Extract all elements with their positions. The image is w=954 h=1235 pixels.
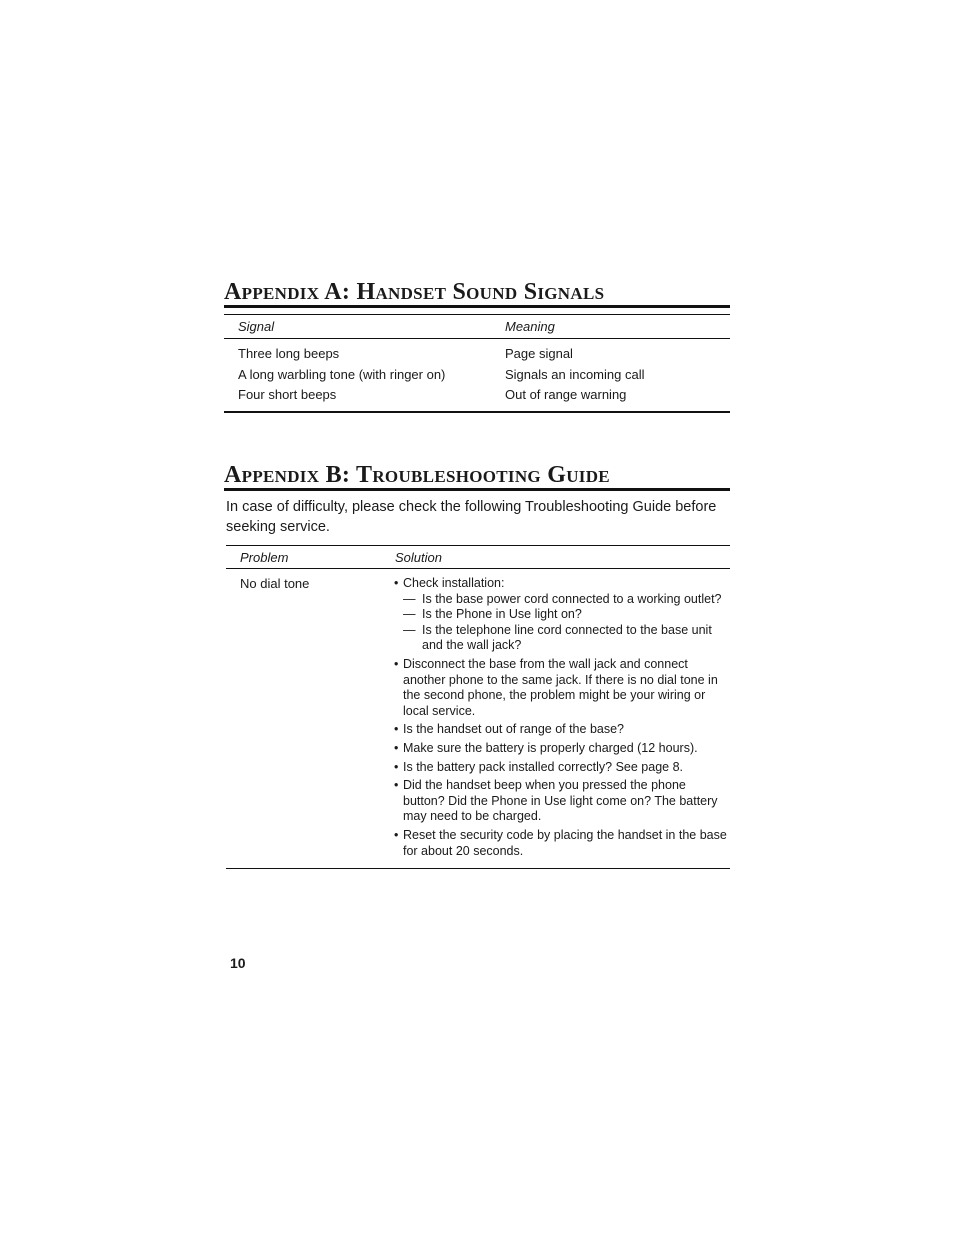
signals-table-body bbox=[224, 339, 730, 411]
troubleshooting-table bbox=[226, 545, 730, 869]
table-row bbox=[224, 365, 730, 386]
signal-column-header: Signal bbox=[238, 319, 275, 334]
solution-column-header: Solution bbox=[395, 550, 442, 565]
solution-subitem bbox=[403, 607, 730, 623]
troubleshooting-table-header bbox=[226, 546, 730, 569]
subitem-text: Is the telephone line cord connected to the base unit and the wall jack? bbox=[422, 622, 712, 653]
bullet-icon: • bbox=[394, 740, 399, 755]
solution-item bbox=[392, 778, 730, 825]
troubleshooting-intro: In case of difficulty, please check the following Troubleshooting Guide before seeking service. bbox=[226, 499, 717, 535]
solution-item bbox=[392, 760, 730, 776]
solution-subitem bbox=[403, 623, 730, 654]
signal-cell: A long warbling tone (with ringer on) bbox=[238, 366, 446, 382]
solution-cell bbox=[392, 576, 730, 859]
bullet-icon: • bbox=[394, 778, 399, 793]
appendix-a-heading: Appendix A: Handset Sound Signals bbox=[224, 280, 730, 308]
signals-table-header bbox=[224, 315, 730, 339]
table-row bbox=[224, 344, 730, 365]
solution-text: Make sure the battery is properly charged (12 hours). bbox=[403, 740, 698, 755]
troubleshooting-table-body bbox=[226, 569, 730, 868]
bullet-icon: • bbox=[394, 576, 399, 590]
subitem-text: Is the base power cord connected to a working outlet? bbox=[422, 591, 722, 606]
bullet-icon: • bbox=[394, 759, 399, 774]
meaning-cell: Out of range warning bbox=[505, 387, 627, 402]
dash-icon: — bbox=[403, 622, 416, 637]
meaning-column-header: Meaning bbox=[505, 319, 555, 334]
dash-icon: — bbox=[403, 591, 416, 606]
subitem-text: Is the Phone in Use light on? bbox=[422, 607, 582, 622]
signal-cell: Four short beeps bbox=[238, 387, 337, 402]
problem-column-header: Problem bbox=[240, 550, 289, 565]
solution-text: Reset the security code by placing the handset in the base for about 20 seconds. bbox=[403, 827, 727, 858]
bullet-icon: • bbox=[394, 827, 399, 842]
solution-text: Did the handset beep when you pressed the phone button? Did the Phone in Use light come on? The battery may need to be charged. bbox=[403, 778, 718, 824]
appendix-b-heading: Appendix B: Troubleshooting Guide bbox=[224, 463, 730, 491]
solution-text: Check installation: bbox=[403, 576, 505, 590]
meaning-cell: Signals an incoming call bbox=[505, 366, 645, 382]
solution-item bbox=[392, 722, 730, 738]
solution-item bbox=[392, 576, 730, 654]
solution-text: Is the handset out of range of the base? bbox=[403, 722, 624, 737]
solution-text: Disconnect the base from the wall jack and connect another phone to the same jack. If there is no dial tone in the second phone, the problem might be your wiring or local service. bbox=[403, 656, 718, 718]
solution-item bbox=[392, 657, 730, 719]
solution-item bbox=[392, 828, 730, 859]
bullet-icon: • bbox=[394, 656, 399, 671]
solution-text: Is the battery pack installed correctly? See page 8. bbox=[403, 759, 684, 774]
dash-icon: — bbox=[403, 607, 416, 622]
meaning-cell: Page signal bbox=[505, 346, 573, 361]
solution-item bbox=[392, 741, 730, 757]
table-row bbox=[224, 385, 730, 406]
solution-subitem bbox=[403, 592, 730, 608]
page-number: 10 bbox=[230, 955, 246, 971]
bullet-icon: • bbox=[394, 722, 399, 737]
problem-cell: No dial tone bbox=[240, 576, 310, 591]
signal-cell: Three long beeps bbox=[238, 346, 340, 361]
sound-signals-table bbox=[224, 314, 730, 413]
